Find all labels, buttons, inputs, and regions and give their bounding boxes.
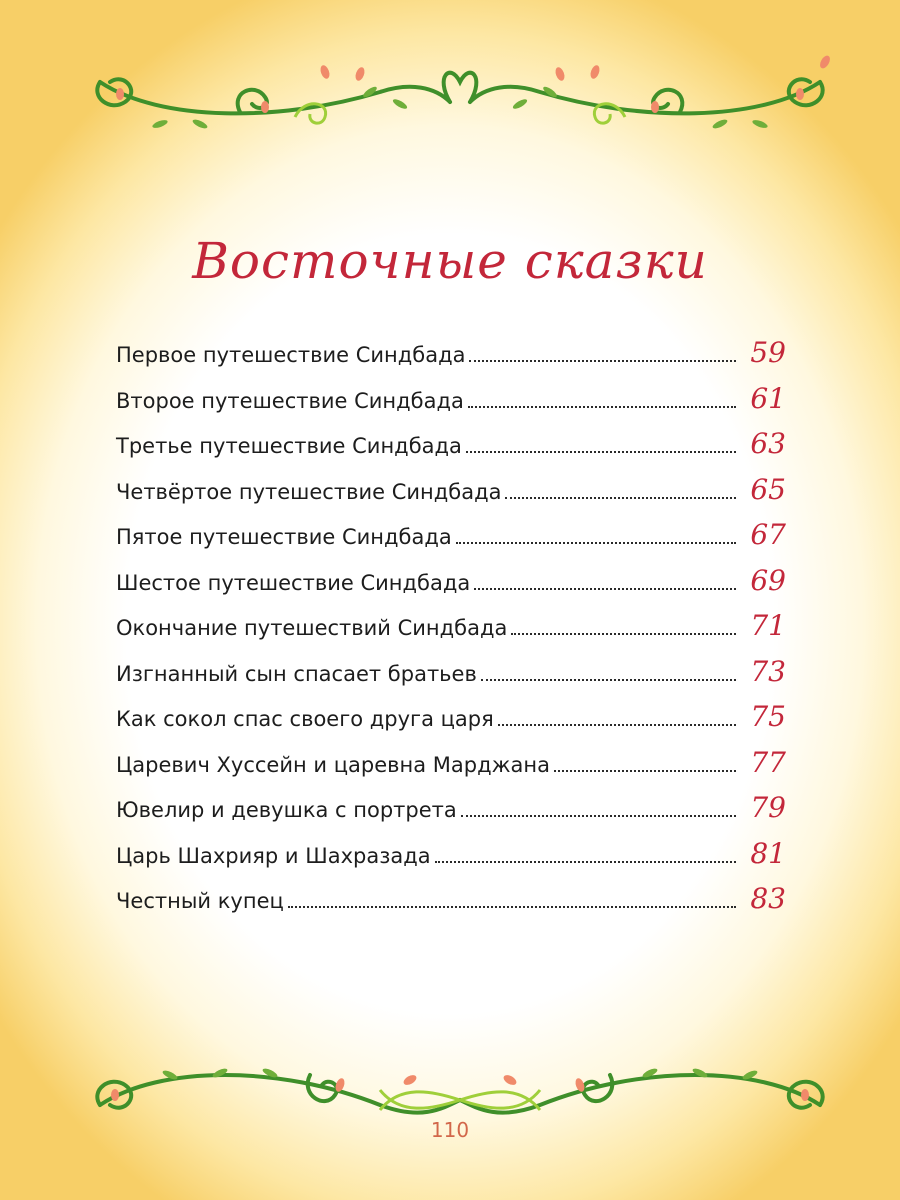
toc-entry-page: 61 (750, 381, 786, 415)
toc-entry (116, 336, 786, 382)
dot-leader (466, 451, 736, 453)
toc-entry-title: Пятое путешествие Синдбада (116, 525, 452, 549)
dot-leader (461, 815, 736, 817)
toc-entry (116, 746, 786, 792)
toc-entry (116, 700, 786, 746)
toc-entry-page: 59 (750, 336, 786, 369)
toc-entry (116, 837, 786, 883)
page-title: Восточные сказки (192, 232, 708, 290)
dot-leader (474, 588, 736, 590)
toc-entry (116, 655, 786, 701)
toc-entry-title: Четвёртое путешествие Синдбада (116, 479, 502, 504)
dot-leader (456, 542, 736, 544)
toc-entry-page: 81 (750, 836, 786, 870)
toc-entry-title: Честный купец (116, 889, 284, 913)
toc-entry-page: 75 (750, 700, 786, 733)
toc-entry-title: Изгнанный сын спасает братьев (116, 661, 477, 686)
toc-entry (116, 427, 786, 473)
dot-leader (511, 633, 736, 635)
dot-leader (554, 770, 736, 772)
toc-entry (116, 791, 786, 837)
toc-entry-page: 65 (750, 472, 786, 506)
toc-entry-title: Как сокол спас своего друга царя (116, 707, 494, 731)
toc-entry (116, 518, 786, 564)
toc-entry-page: 77 (750, 745, 786, 779)
toc-entry-title: Шестое путешествие Синдбада (116, 570, 471, 595)
toc-entry-page: 69 (750, 563, 786, 597)
dot-leader (435, 861, 736, 863)
toc-entry-title: Ювелир и девушка с портрета (116, 798, 457, 822)
dot-leader (498, 724, 736, 726)
top-vine-ornament (80, 52, 840, 142)
toc-entry-page: 79 (750, 791, 786, 824)
toc-entry (116, 882, 786, 928)
toc-entry-title: Первое путешествие Синдбада (116, 343, 466, 367)
table-of-contents (116, 336, 786, 928)
toc-entry-page: 73 (750, 654, 786, 688)
toc-entry-page: 83 (750, 882, 786, 915)
toc-entry-title: Третье путешествие Синдбада (116, 434, 462, 458)
toc-entry-page: 67 (750, 518, 786, 551)
toc-entry (116, 473, 786, 519)
dot-leader (481, 679, 736, 681)
toc-entry (116, 609, 786, 655)
dot-leader (468, 406, 736, 408)
page-number: 110 (430, 1118, 470, 1142)
toc-entry-page: 71 (750, 609, 786, 642)
dot-leader (469, 360, 736, 362)
toc-entry-title: Второе путешествие Синдбада (116, 388, 464, 413)
dot-leader (505, 497, 736, 499)
toc-entry-title: Окончание путешествий Синдбада (116, 616, 508, 640)
toc-entry-page: 63 (750, 427, 786, 460)
toc-entry-title: Царь Шахрияр и Шахразада (116, 843, 431, 868)
toc-entry-title: Царевич Хуссейн и царевна Марджана (116, 752, 551, 777)
dot-leader (288, 906, 736, 908)
toc-entry (116, 564, 786, 610)
toc-entry (116, 382, 786, 428)
